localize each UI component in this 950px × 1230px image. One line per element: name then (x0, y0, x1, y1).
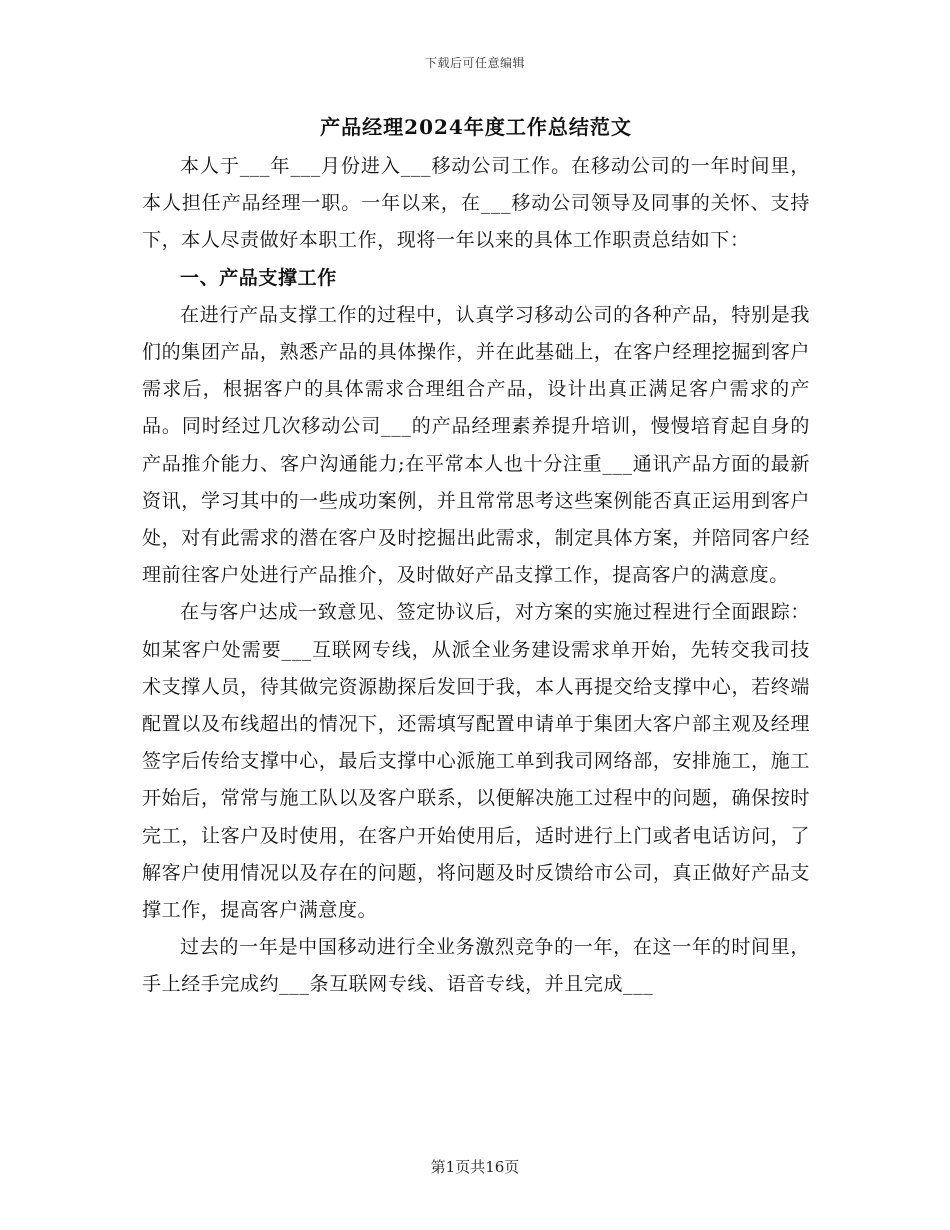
page-number: 第1页共16页 (430, 1158, 520, 1176)
paragraph-past-year: 过去的一年是中国移动进行全业务激烈竞争的一年，在这一年的时间里，手上经手完成约___条互联网专线、语音专线，并且完成___ (142, 936, 810, 996)
paragraph-intro: 本人于___年___月份进入___移动公司工作。在移动公司的一年时间里，本人担任产品经理一职。一年以来，在___移动公司领导及同事的关怀、支持下，本人尽责做好本职工作，现将一年以来的具体工作职责总结如下： (142, 155, 810, 252)
paragraph-product-support: 在进行产品支撑工作的过程中，认真学习移动公司的各种产品，特别是我们的集团产品，熟悉产品的具体操作，并在此基础上，在客户经理挖掘到客户需求后，根据客户的具体需求合理组合产品，设计出真正满足客户需求的产品。同时经过几次移动公司___的产品经理素养提升培训，慢慢培育起自身的产品推介能力、客户沟通能力;在平常本人也十分注重___通讯产品方面的最新资讯，学习其中的一些成功案例，并且常常思考这些案例能否真正运用到客户处，对有此需求的潜在客户及时挖掘出此需求，制定具体方案，并陪同客户经理前往客户处进行产品推介，及时做好产品支撑工作，提高客户的满意度。 (142, 303, 810, 587)
document-body (142, 112, 810, 1004)
document-title: 产品经理2024年度工作总结范文 (320, 115, 632, 139)
header-note: 下载后可任意编辑 (424, 56, 525, 70)
paragraph-implementation-tracking: 在与客户达成一致意见、签定协议后，对方案的实施过程进行全面跟踪：如某客户处需要___互联网专线，从派全业务建设需求单开始，先转交我司技术支撑人员，待其做完资源勘探后发回于我，本人再提交给支撑中心，若终端配置以及布线超出的情况下，还需填写配置申请单于集团大客户部主观及经理签字后传给支撑中心，最后支撑中心派施工单到我司网络部，安排施工，施工开始后，常常与施工队以及客户联系，以便解决施工过程中的问题，确保按时完工，让客户及时使用，在客户开始使用后，适时进行上门或者电话访问，了解客户使用情况以及存在的问题，将问题及时反馈给市公司，真正做好产品支撑工作，提高客户满意度。 (142, 601, 810, 922)
section-heading-product-support: 一、产品支撑工作 (180, 266, 337, 289)
